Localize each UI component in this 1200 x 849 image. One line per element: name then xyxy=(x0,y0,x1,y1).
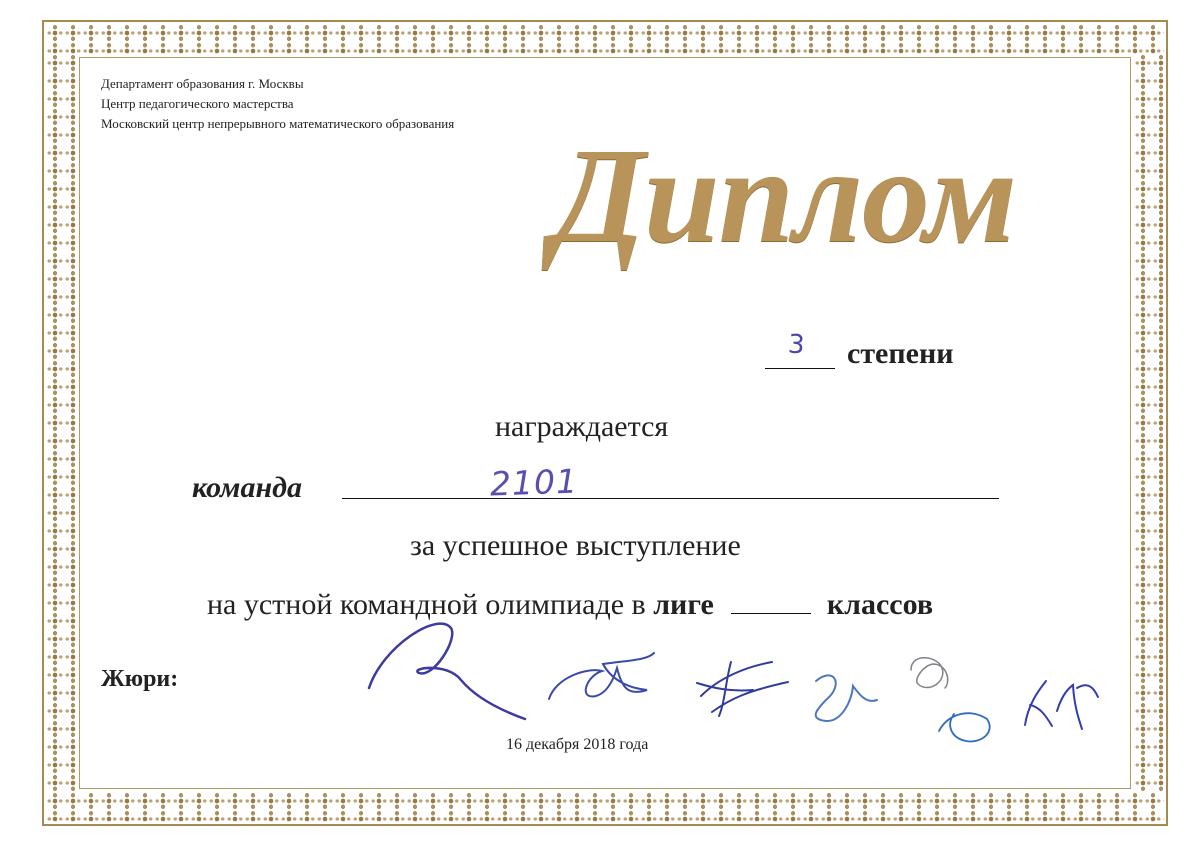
awarded-text: награждается xyxy=(495,410,669,443)
border-ornament-bottom xyxy=(46,792,1164,822)
olympiad-line xyxy=(207,588,933,622)
border-ornament-top xyxy=(46,24,1164,54)
team-line xyxy=(192,461,1000,511)
issuer-line-2: Центр педагогического мастерства xyxy=(101,96,294,111)
issue-date: 16 декабря 2018 года xyxy=(506,736,649,753)
border-ornament-right xyxy=(1134,54,1164,792)
league-blank xyxy=(731,589,811,614)
degree-blank-line xyxy=(765,368,835,369)
league-label: лиге xyxy=(653,588,714,621)
diploma-title: Диплом xyxy=(552,121,1016,271)
olympiad-prefix: на устной командной олимпиаде в xyxy=(207,588,646,621)
team-handwritten-value: 2101 xyxy=(489,461,579,504)
issuer-line-3: Московский центр непрерывного математического образования xyxy=(101,116,455,131)
team-underline xyxy=(342,498,999,499)
jury-label: Жюри: xyxy=(101,666,179,692)
team-label: команда xyxy=(192,471,303,504)
degree-handwritten-value: 3 xyxy=(786,329,806,361)
degree-line xyxy=(765,329,1000,379)
degree-label: степени xyxy=(847,337,954,370)
issuer-line-1: Департамент образования г. Москвы xyxy=(101,76,304,91)
issuer-header xyxy=(101,74,454,134)
classes-label: классов xyxy=(826,588,934,621)
border-ornament-left xyxy=(46,54,76,792)
success-text: за успешное выступление xyxy=(410,529,741,562)
